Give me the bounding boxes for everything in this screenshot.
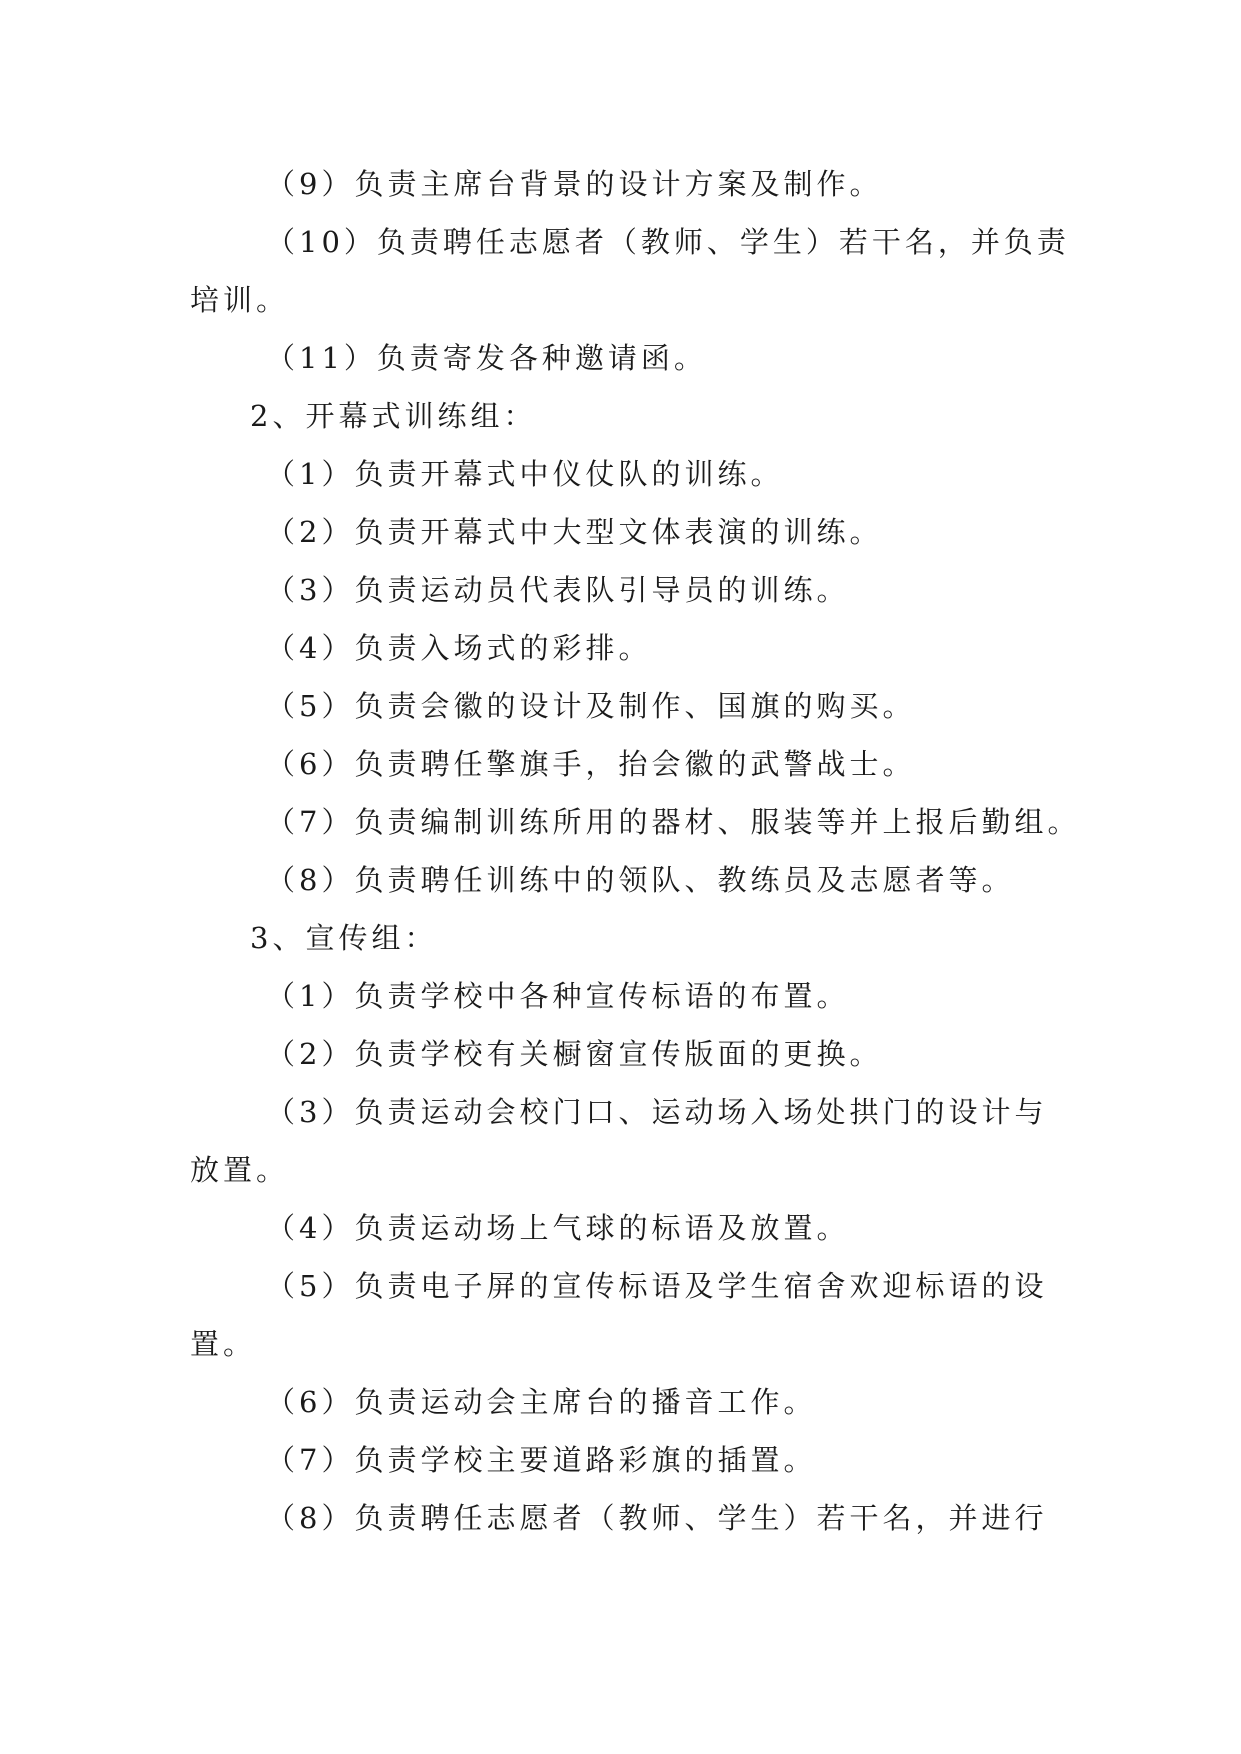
text-line: （3）负责运动员代表队引导员的训练。	[266, 573, 850, 607]
text-line: （3）负责运动会校门口、运动场入场处拱门的设计与	[266, 1095, 1048, 1129]
text-line: （5）负责会徽的设计及制作、国旗的购买。	[266, 689, 916, 723]
document-body	[190, 155, 1081, 1547]
text-line: 置。	[190, 1327, 257, 1361]
section-heading: 3、宣传组：	[250, 921, 438, 955]
text-line: （7）负责学校主要道路彩旗的插置。	[266, 1443, 817, 1477]
text-line: 培训。	[190, 283, 290, 317]
text-line: （1）负责开幕式中仪仗队的训练。	[266, 457, 784, 491]
text-line: 放置。	[190, 1153, 290, 1187]
text-line: （8）负责聘任志愿者（教师、学生）若干名，并进行	[266, 1501, 1048, 1535]
text-line: （7）负责编制训练所用的器材、服装等并上报后勤组。	[266, 805, 1081, 839]
text-line: （8）负责聘任训练中的领队、教练员及志愿者等。	[266, 863, 1015, 897]
text-line: （6）负责聘任擎旗手，抬会徽的武警战士。	[266, 747, 916, 781]
section-heading: 2、开幕式训练组：	[250, 399, 537, 433]
text-line: （2）负责开幕式中大型文体表演的训练。	[266, 515, 883, 549]
text-line: （9）负责主席台背景的设计方案及制作。	[266, 167, 883, 201]
text-line: （5）负责电子屏的宣传标语及学生宿舍欢迎标语的设	[266, 1269, 1048, 1303]
text-line: （11）负责寄发各种邀请函。	[266, 341, 707, 375]
text-line: （4）负责运动场上气球的标语及放置。	[266, 1211, 850, 1245]
text-line: （6）负责运动会主席台的播音工作。	[266, 1385, 817, 1419]
text-line: （2）负责学校有关橱窗宣传版面的更换。	[266, 1037, 883, 1071]
text-line: （10）负责聘任志愿者（教师、学生）若干名，并负责	[266, 225, 1070, 259]
text-line: （4）负责入场式的彩排。	[266, 631, 652, 665]
text-line: （1）负责学校中各种宣传标语的布置。	[266, 979, 850, 1013]
